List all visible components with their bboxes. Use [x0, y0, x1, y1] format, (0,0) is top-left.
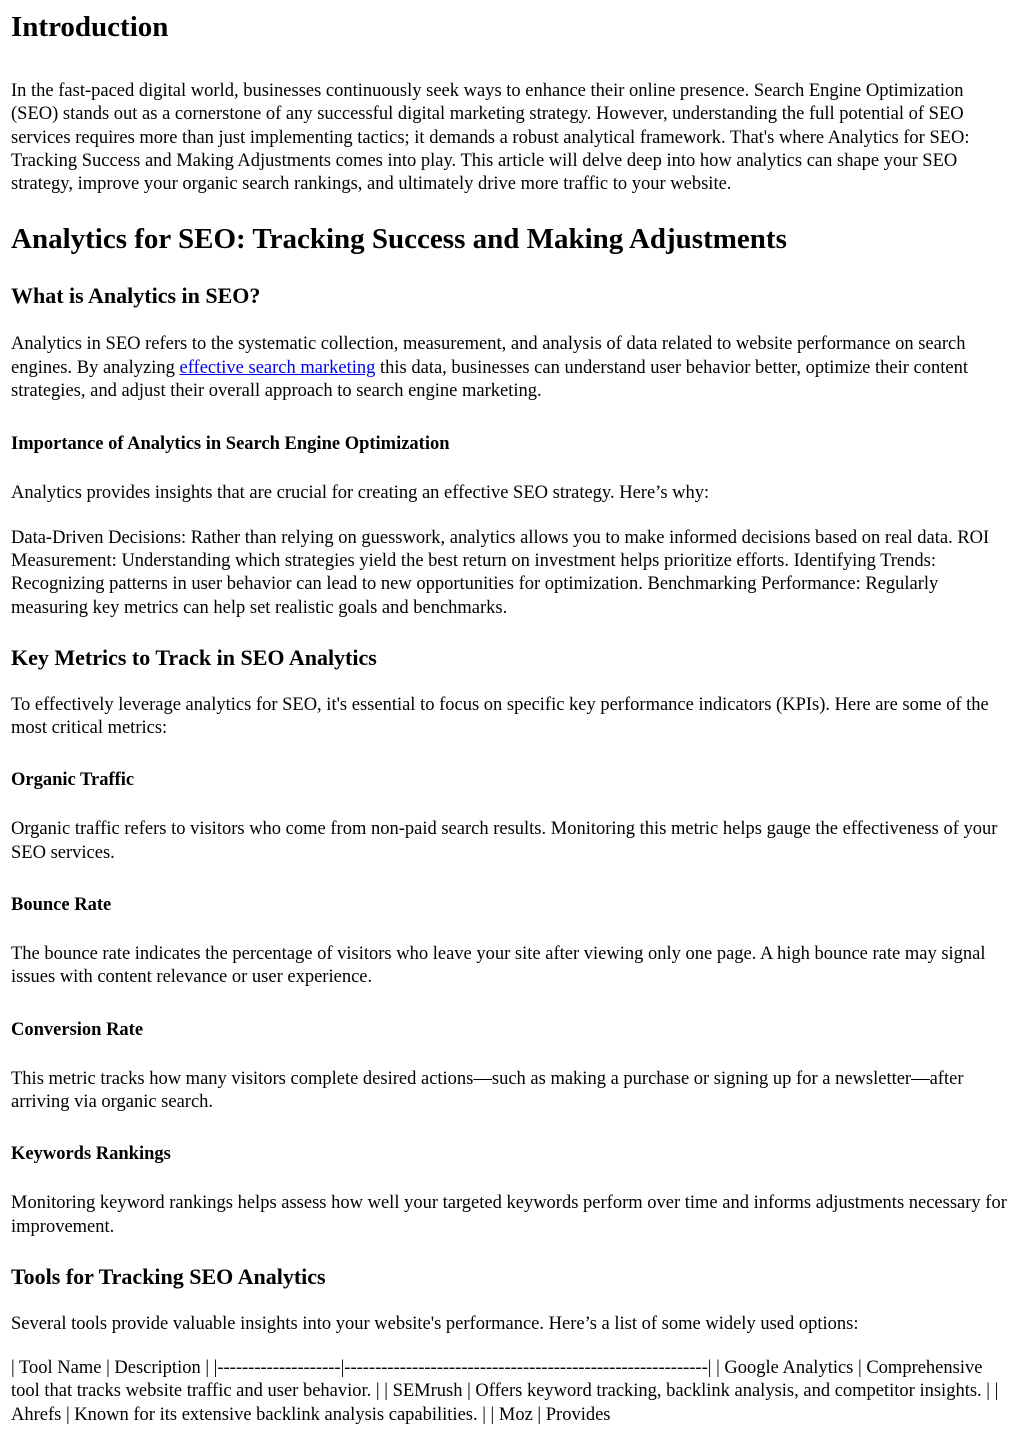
importance-heading: Importance of Analytics in Search Engine Optimization — [11, 434, 450, 455]
what-is-paragraph — [11, 333, 1014, 403]
what-is-text-before-link: Analytics in SEO refers to the systematic collection, measurement, and analysis of data related to website performance on search engines. By analyzing — [11, 334, 966, 378]
metric-heading: Bounce Rate — [11, 895, 112, 916]
metric-heading: Organic Traffic — [11, 770, 135, 791]
metric-text: The bounce rate indicates the percentage of visitors who leave your site after viewing only one page. A high bounce rate may signal issues with content relevance or user experience. — [11, 944, 986, 988]
importance-points: Data-Driven Decisions: Rather than relying on guesswork, analytics allows you to make informed decisions based on real data. ROI Measurement: Understanding which strategies yield the best return on investment helps prioritize efforts. Identifying Trends: Recognizing patterns in user behavior can lead to new opportunities for optimization. Benchmarking Performance: Regularly measuring key metrics can help set realistic goals and benchmarks. — [11, 527, 990, 618]
tools-heading: Tools for Tracking SEO Analytics — [11, 1263, 326, 1289]
tools-table-text: | Tool Name | Description | |--------------------|-----------------------------------------------------------| | Google Analytics | Comprehensive tool that tracks website traffic and user behavior. | | SEMrush | Offers keyword tracking, backlink analysis, and competitor insights. | | Ahrefs | Known for its extensive backlink analysis capabilities. | | Moz | Provides — [11, 1358, 999, 1425]
intro-paragraph: In the fast-paced digital world, businesses continuously seek ways to enhance their online presence. Search Engine Optimization (SEO) stands out as a cornerstone of any successful digital marketing strategy. However, understanding the full potential of SEO services requires more than just implementing tactics; it demands a robust analytical framework. That's where Analytics for SEO: Tracking Success and Making Adjustments comes into play. This article will delve deep into how analytics can shape your SEO strategy, improve your organic search rankings, and ultimately drive more traffic to your website. — [11, 81, 970, 195]
key-metrics-lead: To effectively leverage analytics for SEO, it's essential to focus on specific key performance indicators (KPIs). Here are some of the most critical metrics: — [11, 694, 989, 739]
metric-text: Organic traffic refers to visitors who come from non-paid search results. Monitoring this metric helps gauge the effectiveness of your SEO services. — [11, 819, 998, 863]
metric-heading: Keywords Rankings — [11, 1144, 171, 1165]
article — [0, 10, 1024, 1427]
what-is-heading: What is Analytics in SEO? — [11, 283, 261, 309]
main-heading: Analytics for SEO: Tracking Success and Making Adjustments — [11, 223, 787, 256]
metric-text: Monitoring keyword rankings helps assess how well your targeted keywords perform over time and informs adjustments necessary for improvement. — [11, 1193, 1007, 1237]
effective-search-marketing-link[interactable]: effective search marketing — [179, 357, 376, 378]
metric-heading: Conversion Rate — [11, 1019, 144, 1040]
metric-text: This metric tracks how many visitors complete desired actions—such as making a purchase or signing up for a newsletter—after arriving via organic search. — [11, 1068, 964, 1112]
intro-heading: Introduction — [11, 11, 169, 43]
what-is-text-after-link: this data, businesses can understand user behavior better, optimize their content strategies, and adjust their overall approach to search engine marketing. — [11, 357, 968, 402]
importance-lead: Analytics provides insights that are crucial for creating an effective SEO strategy. Here’s why: — [11, 483, 710, 504]
key-metrics-heading: Key Metrics to Track in SEO Analytics — [11, 644, 377, 670]
tools-lead: Several tools provide valuable insights into your website's performance. Here’s a list of some widely used options: — [11, 1313, 859, 1334]
